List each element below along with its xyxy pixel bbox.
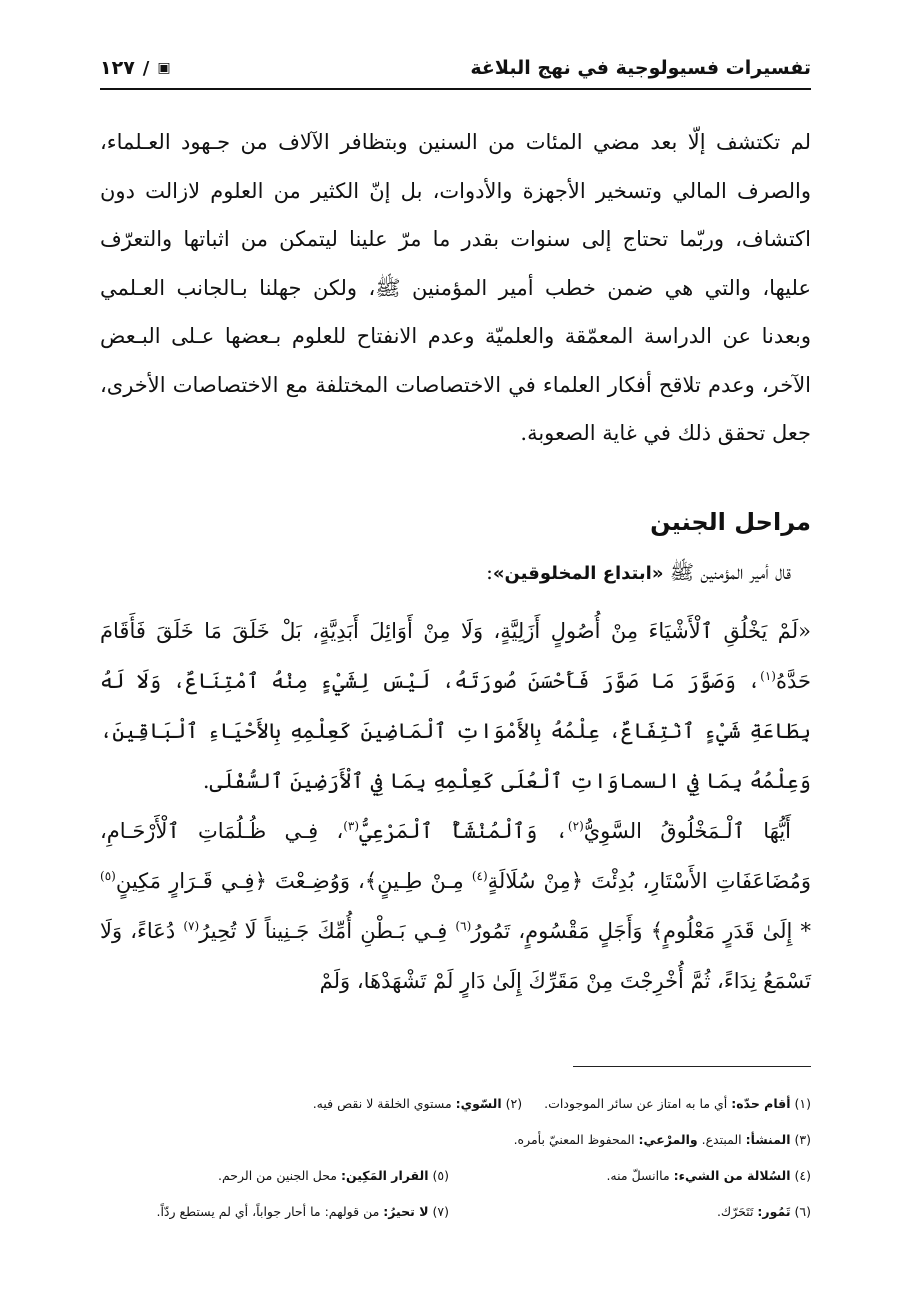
footnote-term: تَمُور: <box>757 1204 791 1219</box>
quote-text: ، وَٱلْمُنْشَأُ ٱلْمَرْعِيُّ <box>359 819 568 843</box>
quote-text: دُعَاءً، وَلَا تَسْمَعُ نِدَاءً، ثُمَّ أُخْرِجْتَ مِنْ مَقَرِّكَ إِلَىٰ دَارٍ لَمْ تَشْهَدْهَا، وَلَمْ <box>100 919 811 993</box>
footnote-number: (١) <box>794 1096 811 1111</box>
footnote-text: المحفوظ المعنيّ بأمره. <box>513 1132 639 1147</box>
footnote-text: أي ما به امتاز عن سائر الموجودات. <box>544 1096 732 1111</box>
footnote-number: (٦) <box>794 1204 811 1219</box>
footnote-number: (٧) <box>432 1204 449 1219</box>
footnote-text: محل الجنين من الرحم. <box>218 1168 341 1183</box>
footnote-row <box>100 1086 811 1122</box>
footnote-row <box>100 1194 811 1230</box>
footnote-3 <box>514 1122 811 1158</box>
footnote-2 <box>313 1086 522 1122</box>
footnote-row <box>100 1158 811 1194</box>
footnote-7 <box>109 1194 449 1230</box>
footnote-5 <box>109 1158 449 1194</box>
intro-text: قال أمير المؤمنين ﷺ <box>663 560 791 584</box>
footnote-term: القرار المَكِين: <box>340 1168 429 1183</box>
section-title: مراحل الجنين <box>650 508 811 536</box>
footnote-term: السّوي: <box>455 1096 502 1111</box>
footnote-ref-5[interactable]: (٥) <box>100 869 116 883</box>
intro-colon: : <box>486 560 493 584</box>
footnote-number: (٢) <box>505 1096 523 1111</box>
footnote-number: (٥) <box>432 1168 449 1183</box>
footnote-ref-2[interactable]: (٢) <box>567 819 584 833</box>
footnote-number: (٤) <box>794 1168 811 1183</box>
footnote-ref-6[interactable]: (٦) <box>455 919 472 933</box>
footnote-text: المبتدع. <box>697 1132 746 1147</box>
footnote-ref-1[interactable]: (١) <box>760 669 776 683</box>
footnote-1 <box>544 1086 811 1122</box>
quote-text: ، وَصَوَّرَ مَا صَوَّرَ فَأَحْسَنَ صُورَتَهُ، لَيْسَ لِشَيْءٍ مِنْهُ ٱمْتِنَاعٌ، وَلَا لَهُ بِطَاعَةِ شَيْءٍ ٱنْتِفَاعٌ، عِلْمُهُ بِالأَمْوَاتِ ٱلْمَاضِينَ كَعِلْمِهِ بِالأَحْيَاءِ ٱلْبَاقِينَ، وَعِلْمُهُ بِمَا فِي السماوَاتِ ٱلْعُلَى كَعِلْمِهِ بِمَا فِي ٱلْأَرَضِينَ ٱلسُّفْلَى. <box>100 669 811 793</box>
footnote-divider <box>573 1066 811 1067</box>
square-ornament-icon: ▣ <box>157 60 171 76</box>
footnote-ref-3[interactable]: (٣) <box>343 819 360 833</box>
sermon-quote <box>100 606 811 1006</box>
page-separator: / <box>142 57 150 79</box>
intro-quote-name: «ابتداع المخلوقين» <box>492 563 664 584</box>
footnote-text: مستوي الخلقة لا نقص فيه. <box>312 1096 456 1111</box>
quote-text: أَيُّهَا ٱلْـمَخْلُوقُ السَّوِيُّ <box>583 819 791 843</box>
footnote-text: من قولهم: ما أحار جواباً، أي لم يستطع ردّاً. <box>156 1204 384 1219</box>
quote-paragraph-1 <box>100 606 811 806</box>
footnote-term: المنشأ: <box>745 1132 791 1147</box>
footnotes <box>100 1086 811 1230</box>
body-paragraph-block <box>100 118 811 458</box>
body-paragraph: لم تكتشف إلّا بعد مضي المئات من السنين وبتظافر الآلاف من جـهود العـلماء، والصرف المالي وتسخير الأجهزة والأدوات، بل إنّ الكثير من العلوم لازالت دون اكتشاف، وربّما تحتاج إلى سنوات بقدر ما مرّ علينا ليتمكن من اثباتها والتعرّف عليها، والتي هي ضمن خطب أمير المؤمنين ﷺ، ولكن جهلنا بـالجانب العـلمي وبعدنا عن الدراسة المعمّقة والعلميّة وعدم الانفتاح للعلوم بـعضها عـلى البـعض الآخر، وعدم تلاقح أفكار العلماء في الاختصاصات المختلفة مع الاختصاصات الأخرى، جعل تحقق ذلك في غاية الصعوبة. <box>100 130 811 445</box>
footnote-term: لا تحيرُ: <box>383 1204 429 1219</box>
quote-text: مِـنْ طِـينٍ﴾، وَوُضِـعْتَ ﴿فِـي قَـرَارٍ مَكِينٍ <box>115 869 472 893</box>
footnote-text: ماانسلّ منه. <box>606 1168 674 1183</box>
quote-text: «لَمْ يَخْلُقِ ٱلْأَشْيَاءَ مِنْ أُصُولٍ أَزَلِيَّةٍ، وَلَا مِنْ أَوَائِلَ أَبَدِيَّةٍ، بَلْ خَلَقَ مَا خَلَقَ فَأَقَامَ حَدَّهُ <box>100 619 811 693</box>
page-header <box>100 48 811 90</box>
running-title: تفسيرات فسيولوجية في نهج البلاغة <box>470 57 811 79</box>
quote-text: * إِلَىٰ قَدَرٍ مَعْلُومٍ﴾ وَأَجَلٍ مَقْسُومٍ، تَمُورُ <box>471 919 811 943</box>
quote-text: فِـي بَـطْنِ أُمِّكَ جَـنِيناً لَا تُحِيرُ <box>199 919 456 943</box>
footnote-term: والمرْعي: <box>638 1132 698 1147</box>
footnote-term: أقام حدّه: <box>731 1096 791 1111</box>
footnote-term: السُلالة من الشيء: <box>673 1168 791 1183</box>
footnote-number: (٣) <box>794 1132 811 1147</box>
footnote-ref-4[interactable]: (٤) <box>471 869 488 883</box>
quote-text: ، فِـي ظُـلُمَاتِ ٱلْأَرْحَـامِ، وَمُضَاعَفَاتِ الأَسْتَارِ، بُدِئْتَ ﴿مِنْ سُلَالَةٍ <box>100 819 811 893</box>
footnote-ref-7[interactable]: (٧) <box>183 919 200 933</box>
footnote-row <box>100 1122 811 1158</box>
footnote-4 <box>471 1158 811 1194</box>
page-number-group <box>100 57 171 79</box>
footnote-text: تَتَحَرّك. <box>716 1204 758 1219</box>
quote-paragraph-2 <box>100 806 811 1006</box>
section-intro <box>486 560 791 589</box>
page-number: ١٢٧ <box>100 57 135 79</box>
footnote-6 <box>471 1194 811 1230</box>
